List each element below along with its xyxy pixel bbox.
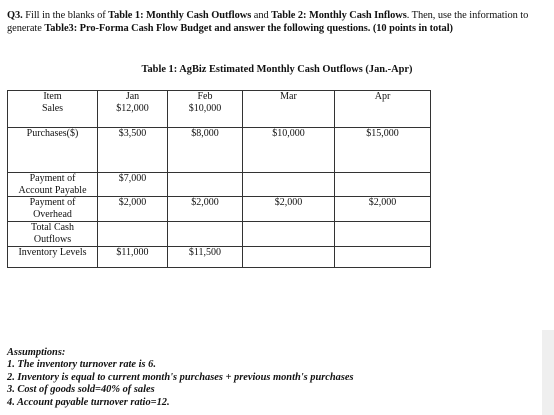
total-jan <box>98 222 168 247</box>
feb-header: Feb <box>197 91 213 102</box>
question-part-2: and <box>251 10 272 21</box>
mar-header: Mar <box>280 91 297 102</box>
assumption-item: 1. The inventory turnover rate is 6. <box>7 359 156 371</box>
purchases-label: Purchases($) <box>8 128 98 173</box>
inventory-apr <box>335 247 431 268</box>
question-number: Q3. <box>7 10 23 21</box>
total-label-line2: Outflows <box>33 233 72 245</box>
question-table1-ref: Table 1: Monthly Cash Outflows <box>108 10 252 21</box>
ap-apr <box>335 173 431 197</box>
inventory-mar <box>243 247 335 268</box>
question-table2-ref: Table 2: Monthly Cash Inflows <box>271 10 407 21</box>
sales-feb: $10,000 <box>188 102 222 114</box>
apr-cell <box>335 91 431 128</box>
inventory-label: Inventory Levels <box>8 247 98 268</box>
ap-label-line2: Account Payable <box>18 184 87 196</box>
item-header-cell <box>8 91 98 128</box>
ap-feb <box>168 173 243 197</box>
overhead-jan: $2,000 <box>98 197 168 222</box>
table-row-overhead <box>8 197 431 222</box>
assumptions-heading: Assumptions: <box>7 347 66 358</box>
ap-jan: $7,000 <box>98 173 168 197</box>
sales-label: Sales <box>41 102 64 114</box>
total-label-line1: Total Cash <box>31 222 74 234</box>
total-apr <box>335 222 431 247</box>
overhead-label-line2: Overhead <box>33 208 72 220</box>
purchases-mar: $10,000 <box>243 128 335 173</box>
assumption-item: 4. Account payable turnover ratio=12. <box>7 396 170 408</box>
assumption-item: 2. Inventory is equal to current month's purchases + previous month's purchases <box>7 371 354 383</box>
cash-outflows-table <box>7 90 431 268</box>
assumption-item: 3. Cost of goods sold=40% of sales <box>7 384 155 396</box>
table-row-inventory-levels <box>8 247 431 268</box>
table-row-account-payable <box>8 173 431 197</box>
purchases-jan: $3,500 <box>98 128 168 173</box>
purchases-apr: $15,000 <box>335 128 431 173</box>
jan-header: Jan <box>125 91 140 102</box>
overhead-label-cell <box>8 197 98 222</box>
total-mar <box>243 222 335 247</box>
purchases-feb: $8,000 <box>168 128 243 173</box>
question-part-3: . Then, use the information to generate <box>7 10 529 34</box>
overhead-mar: $2,000 <box>243 197 335 222</box>
mar-cell <box>243 91 335 128</box>
scrollbar-track[interactable] <box>542 330 554 415</box>
question-text <box>7 10 541 35</box>
overhead-feb: $2,000 <box>168 197 243 222</box>
feb-cell <box>168 91 243 128</box>
inventory-feb: $11,500 <box>168 247 243 268</box>
assumptions-block <box>7 347 354 409</box>
ap-mar <box>243 173 335 197</box>
inventory-jan: $11,000 <box>98 247 168 268</box>
ap-label-line1: Payment of <box>29 173 76 184</box>
overhead-apr: $2,000 <box>335 197 431 222</box>
total-label-cell <box>8 222 98 247</box>
item-header: Item <box>43 91 62 102</box>
table-row-purchases <box>8 128 431 173</box>
question-part-1: Fill in the blanks of <box>22 10 109 21</box>
sales-jan: $12,000 <box>116 102 149 114</box>
ap-label-cell <box>8 173 98 197</box>
overhead-label-line1: Payment of <box>29 197 76 209</box>
question-table3-ref: Table3: Pro-Forma Cash Flow Budget and answer the following questions. (10 points in total) <box>44 22 453 34</box>
table-row-total-cash-outflows <box>8 222 431 247</box>
table-title: Table 1: AgBiz Estimated Monthly Cash Outflows (Jan.-Apr) <box>141 64 413 75</box>
jan-cell <box>98 91 168 128</box>
total-feb <box>168 222 243 247</box>
table-row-header-sales <box>8 91 431 128</box>
apr-header: Apr <box>374 91 391 102</box>
